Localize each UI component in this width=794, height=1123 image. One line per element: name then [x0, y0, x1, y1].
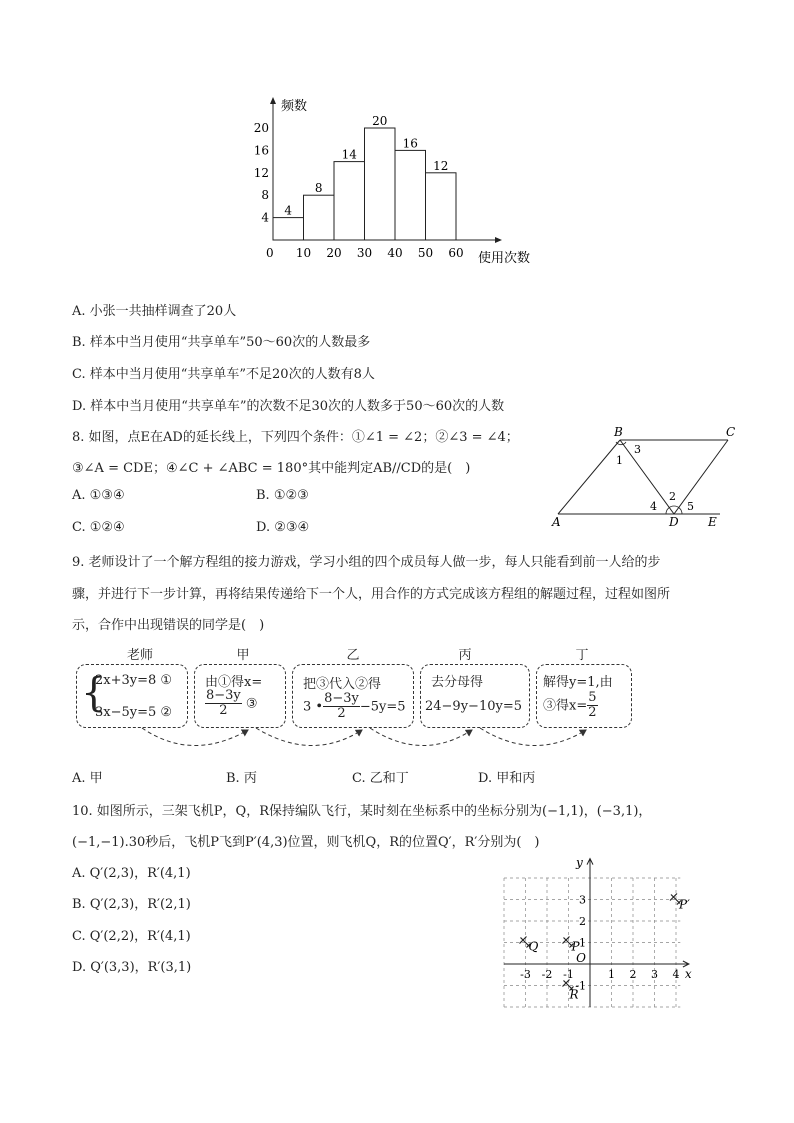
x-axis-arrow-icon	[495, 237, 502, 243]
x-axis-label: x	[684, 967, 692, 981]
q-label: Q	[528, 939, 539, 954]
q9-stem-line1: 9. 老师设计了一个解方程组的接力游戏，学习小组的四个成员每人做一步，每人只能看到前一人给的步	[72, 555, 661, 570]
q10-option-b: B. Q′(2,3)，R′(2,1)	[72, 897, 191, 912]
bar-value-label: 20	[372, 114, 388, 128]
q9-option-b: B. 丙	[226, 771, 257, 786]
x-tick-label: 40	[387, 246, 403, 260]
y-tick-label: 12	[253, 165, 269, 180]
brace-icon: {	[81, 670, 107, 716]
q8-stem-line2: ③∠A = CDE；④∠C + ∠ABC = 180°其中能判定AB//CD的是( )	[72, 461, 471, 476]
x-tick-label: -3	[520, 968, 531, 981]
q7-option-b: B. 样本中当月使用“共享单车”50～60次的人数最多	[72, 335, 371, 350]
header-teacher: 老师	[126, 648, 153, 663]
coordinate-grid-figure	[500, 852, 700, 1012]
bing-line1: 去分母得	[431, 675, 484, 690]
coordinate-grid	[504, 856, 692, 1007]
ding-line1: 解得y=1,由	[543, 675, 613, 690]
yi-fraction: $\frac{8-3y}{2}$	[324, 691, 359, 722]
ding-fraction: $\frac{5}{2}$	[588, 690, 597, 721]
ding-box	[536, 664, 632, 728]
label-d: D	[669, 515, 679, 529]
x-tick-label: 50	[417, 246, 434, 260]
y-tick-label: -1	[575, 979, 586, 993]
yi-box: 把③代入②得 3 • $\frac{8-3y}{2}$ −5y=5	[292, 664, 414, 728]
header-jia: 甲	[236, 648, 250, 663]
jia-line1: 由①得x=	[205, 675, 263, 690]
q10-option-c: C. Q′(2,2)，R′(4,1)	[72, 929, 191, 944]
x-tick-label: 1	[608, 968, 615, 981]
yi-post: −5y=5	[359, 699, 406, 715]
bar-value-label: 12	[433, 158, 449, 173]
q9-option-a: A. 甲	[72, 771, 103, 786]
y-tick-label: 1	[579, 936, 586, 950]
label-b: B	[614, 425, 623, 439]
q9-stem-line3: 示，合作中出现错误的同学是( )	[72, 618, 265, 633]
q7-option-d: D. 样本中当月使用“共享单车”的次数不足30次的人数多于50～60次的人数	[72, 399, 505, 414]
jia-box	[194, 664, 286, 728]
histogram-bar	[334, 162, 365, 240]
label-c: C	[726, 425, 736, 439]
y-tick-label: 16	[253, 143, 269, 158]
x-tick-label: 10	[295, 246, 312, 260]
jia-tag: ③	[245, 696, 258, 712]
bar-value-label: 8	[314, 181, 323, 196]
yi-line1: 把③代入②得	[303, 677, 382, 692]
angle-2: 2	[669, 490, 676, 503]
q9-option-d: D. 甲和丙	[478, 771, 536, 786]
x-tick-label: -2	[541, 968, 553, 981]
origin-label: 0	[266, 246, 274, 260]
angle-3: 3	[634, 443, 641, 456]
p-prime-label: P′	[679, 897, 690, 912]
y-tick-label: 8	[261, 188, 269, 203]
bar-value-label: 14	[341, 147, 357, 162]
q8-option-d: D. ②③④	[256, 520, 310, 535]
histogram-bar	[365, 128, 396, 240]
q7-option-a: A. 小张一共抽样调查了20人	[72, 304, 237, 319]
q8-geometry-figure	[550, 420, 740, 532]
y-axis-title: 频数	[281, 99, 308, 114]
header-ding: 丁	[575, 648, 589, 663]
bar-value-label: 4	[284, 203, 293, 218]
q8-stem-line1: 8. 如图，点E在AD的延长线上，下列四个条件：①∠1 = ∠2；②∠3 = ∠4；	[72, 430, 519, 445]
label-a: A	[552, 515, 561, 529]
y-axis-arrow-icon	[270, 97, 276, 104]
y-tick-label: 4	[261, 210, 269, 225]
q7-option-c: C. 样本中当月使用“共享单车”不足20次的人数有8人	[72, 367, 375, 382]
histogram-bar	[426, 173, 457, 240]
p-label: P	[571, 939, 580, 954]
x-tick-label: 60	[448, 246, 464, 260]
q9-option-c: C. 乙和丁	[352, 771, 409, 786]
histogram-bar	[304, 195, 335, 240]
q8-option-b: B. ①②③	[256, 488, 309, 503]
header-yi: 乙	[346, 648, 360, 663]
relay-arrows	[130, 722, 610, 758]
r-label: R	[569, 987, 579, 1002]
y-axis-label: y	[576, 855, 583, 870]
histogram-bar	[395, 150, 426, 240]
y-tick-label: 3	[579, 893, 586, 907]
origin-label: O	[576, 951, 586, 965]
ding-pre: ③得x=	[543, 698, 588, 714]
histogram-chart	[250, 92, 550, 272]
bing-box	[420, 664, 530, 728]
q10-option-d: D. Q′(3,3)，R′(3,1)	[72, 960, 192, 975]
teacher-eq1: 2x+3y=8 ①	[95, 673, 173, 688]
q8-option-a: A. ①③④	[72, 488, 125, 503]
y-tick-label: 20	[253, 121, 269, 135]
q10-stem-line1: 10. 如图所示，三架飞机P，Q，R保持编队飞行，某时刻在坐标系中的坐标分别为(−1,1)，(−3,1)，	[72, 804, 652, 819]
y-tick-label: 2	[579, 915, 586, 928]
header-bing: 丙	[458, 648, 472, 663]
angle-4: 4	[650, 500, 657, 513]
angle-5: 5	[687, 500, 694, 513]
label-e: E	[708, 515, 717, 529]
yi-pre: 3	[303, 699, 312, 715]
x-axis-title: 使用次数	[478, 251, 531, 266]
q10-option-a: A. Q′(2,3)，R′(4,1)	[72, 866, 191, 881]
x-tick-label: 4	[672, 968, 680, 981]
jia-fraction: $\frac{8-3y}{2}$	[206, 688, 241, 719]
q10-stem-line2: (−1,−1).30秒后，飞机P飞到P′(4,3)位置，则飞机Q，R的位置Q′，R′分别为( )	[72, 835, 540, 850]
angle-1: 1	[616, 454, 623, 467]
x-tick-label: 20	[326, 246, 342, 260]
histogram-bar	[273, 218, 304, 240]
x-tick-label: -1	[563, 968, 574, 981]
x-tick-label: 30	[356, 246, 373, 260]
q8-option-c: C. ①②④	[72, 520, 125, 535]
bing-line2: 24−9y−10y=5	[425, 699, 522, 714]
x-tick-label: 2	[629, 968, 637, 981]
bar-value-label: 16	[402, 136, 418, 151]
q9-stem-line2: 骤，并进行下一步计算，再将结果传递给下一个人，用合作的方式完成该方程组的解题过程，过程如图所	[72, 587, 671, 602]
histogram-plot	[254, 97, 530, 266]
teacher-box	[76, 664, 188, 728]
x-tick-label: 3	[651, 968, 658, 981]
teacher-eq2: 3x−5y=5 ②	[95, 705, 173, 720]
